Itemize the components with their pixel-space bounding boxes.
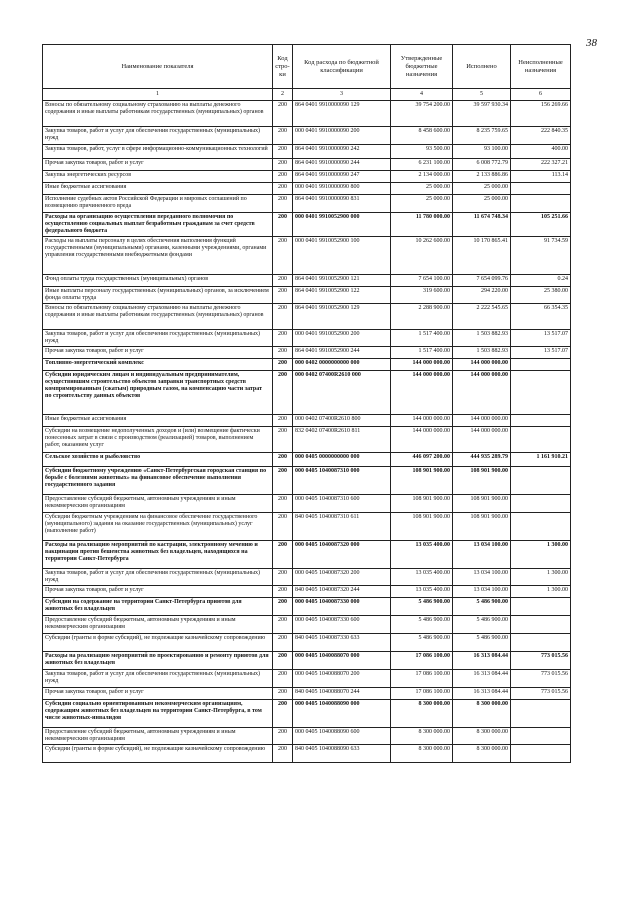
row-line-code: 200 (273, 287, 293, 304)
row-line-code: 200 (273, 159, 293, 171)
row-unexecuted-amount: 13 517.07 (511, 347, 571, 359)
row-approved-amount: 93 500.00 (391, 145, 453, 159)
row-name: Расходы на реализацию мероприятий по кастрации, электронному мечению и вакцинации против бешенства животных без владельцев, находящихся на территории Санкт-Петербурга (43, 541, 273, 569)
row-name: Субсидии на содержание на территории Санкт-Петербурга приютов для животных без владельцев (43, 598, 273, 616)
row-unexecuted-amount: 113.14 (511, 171, 571, 183)
table-row (43, 700, 571, 728)
row-approved-amount: 8 300 000.00 (391, 728, 453, 745)
row-name: Субсидии бюджетному учреждению «Санкт-Петербургская городская станция по борьбе с болезнями животных» на финансовое обеспечение выполнения государственного задания (43, 467, 273, 495)
budget-execution-table (42, 44, 571, 763)
row-unexecuted-amount: 773 015.56 (511, 652, 571, 670)
row-expense-code: 864 0401 9910052900 129 (293, 304, 391, 330)
row-unexecuted-amount (511, 371, 571, 415)
table-row (43, 195, 571, 213)
row-line-code: 200 (273, 330, 293, 347)
column-number: 4 (391, 89, 453, 101)
row-line-code: 200 (273, 495, 293, 513)
row-expense-code: 864 0401 9910052900 121 (293, 275, 391, 287)
page-number: 38 (586, 37, 597, 49)
row-expense-code: 864 0401 9910000090 129 (293, 101, 391, 127)
table-row (43, 688, 571, 700)
row-expense-code: 832 0402 07400R2610 811 (293, 427, 391, 453)
table-row (43, 598, 571, 616)
column-number: 2 (273, 89, 293, 101)
row-name: Расходы на реализацию мероприятий по проектированию и ремонту приютов для животных без владельцев (43, 652, 273, 670)
table-row (43, 330, 571, 347)
row-executed-amount: 13 034 100.00 (453, 586, 511, 598)
row-line-code: 200 (273, 359, 293, 371)
row-unexecuted-amount: 13 517.07 (511, 330, 571, 347)
row-expense-code: 000 0401 9910000090 200 (293, 127, 391, 145)
row-name: Предоставление субсидий бюджетным, автономным учреждениям и иным некоммерческим организациям (43, 616, 273, 634)
row-expense-code: 000 0405 1040088070 200 (293, 670, 391, 688)
row-line-code: 200 (273, 183, 293, 195)
column-number-row (43, 89, 571, 101)
row-name: Закупка энергетических ресурсов (43, 171, 273, 183)
row-unexecuted-amount: 156 269.66 (511, 101, 571, 127)
column-number: 5 (453, 89, 511, 101)
table-row (43, 745, 571, 763)
row-line-code: 200 (273, 171, 293, 183)
table-row (43, 427, 571, 453)
table-row (43, 513, 571, 541)
row-approved-amount: 108 901 900.00 (391, 495, 453, 513)
table-row (43, 652, 571, 670)
row-approved-amount: 39 754 200.00 (391, 101, 453, 127)
row-name: Субсидии юридическим лицам и индивидуальным предпринимателям, осуществившим строительство объектов заправки транспортных средств компримированным (сжатым) природным газом, на компенсацию части затрат по строительству данных объектов (43, 371, 273, 415)
row-line-code: 200 (273, 415, 293, 427)
row-expense-code: 000 0401 9910052900 200 (293, 330, 391, 347)
row-name: Расходы на выплаты персоналу в целях обеспечения выполнения функций государственными (муниципальными) органами, казенными учреждениями, органами управления государственными внебюджетными фондами (43, 237, 273, 275)
row-expense-code: 840 0405 1040087320 244 (293, 586, 391, 598)
header-name: Наименование показателя (43, 45, 273, 89)
row-expense-code: 000 0405 1040087320 200 (293, 569, 391, 586)
row-unexecuted-amount: 91 734.59 (511, 237, 571, 275)
row-approved-amount: 144 000 000.00 (391, 359, 453, 371)
row-approved-amount: 13 035 400.00 (391, 586, 453, 598)
table-row (43, 495, 571, 513)
row-line-code: 200 (273, 427, 293, 453)
row-line-code: 200 (273, 467, 293, 495)
row-name: Закупка товаров, работ, услуг в сфере информационно-коммуникационных технологий (43, 145, 273, 159)
row-line-code: 200 (273, 652, 293, 670)
row-name: Сельское хозяйство и рыболовство (43, 453, 273, 467)
row-executed-amount: 16 313 084.44 (453, 688, 511, 700)
row-unexecuted-amount: 1 300.00 (511, 586, 571, 598)
row-expense-code: 000 0402 0000000000 000 (293, 359, 391, 371)
row-expense-code: 000 0405 1040088070 000 (293, 652, 391, 670)
column-number: 6 (511, 89, 571, 101)
row-name: Фонд оплаты труда государственных (муниципальных) органов (43, 275, 273, 287)
row-unexecuted-amount (511, 427, 571, 453)
row-line-code: 200 (273, 586, 293, 598)
row-expense-code: 840 0405 1040088070 244 (293, 688, 391, 700)
row-name: Прочая закупка товаров, работ и услуг (43, 347, 273, 359)
header-approved: Утвержденные бюджетные назначения (391, 45, 453, 89)
row-unexecuted-amount (511, 415, 571, 427)
table-row (43, 467, 571, 495)
row-executed-amount: 144 000 000.00 (453, 415, 511, 427)
row-approved-amount: 25 000.00 (391, 195, 453, 213)
row-executed-amount: 2 222 545.65 (453, 304, 511, 330)
row-name: Предоставление субсидий бюджетным, автономным учреждениям и иным некоммерческим организациям (43, 728, 273, 745)
table-row (43, 569, 571, 586)
row-approved-amount: 446 097 200.00 (391, 453, 453, 467)
row-unexecuted-amount: 773 015.56 (511, 670, 571, 688)
row-executed-amount: 8 235 759.65 (453, 127, 511, 145)
row-expense-code: 840 0405 1040087330 633 (293, 634, 391, 652)
header-line-code: Код стро- ки (273, 45, 293, 89)
row-expense-code: 000 0405 0000000000 000 (293, 453, 391, 467)
row-executed-amount: 1 503 882.93 (453, 347, 511, 359)
row-unexecuted-amount: 66 354.35 (511, 304, 571, 330)
row-name: Взносы по обязательному социальному страхованию на выплаты денежного содержания и иные выплаты работникам государственных (муниципальных) органов (43, 304, 273, 330)
row-approved-amount: 10 262 600.00 (391, 237, 453, 275)
row-approved-amount: 7 654 100.00 (391, 275, 453, 287)
row-approved-amount: 108 901 900.00 (391, 467, 453, 495)
row-name: Закупка товаров, работ и услуг для обеспечения государственных (муниципальных) нужд (43, 670, 273, 688)
row-executed-amount: 13 034 100.00 (453, 541, 511, 569)
row-executed-amount: 8 300 000.00 (453, 745, 511, 763)
row-name: Субсидии бюджетным учреждениям на финансовое обеспечение государственного (муниципального) задания на оказание государственных (муниципальных) услуг (выполнение работ) (43, 513, 273, 541)
row-expense-code: 840 0405 1040087310 611 (293, 513, 391, 541)
table-row (43, 159, 571, 171)
row-executed-amount: 10 170 865.41 (453, 237, 511, 275)
row-name: Субсидии (гранты в форме субсидий), не подлежащие казначейскому сопровождению (43, 634, 273, 652)
row-line-code: 200 (273, 513, 293, 541)
row-expense-code: 000 0405 1040087330 000 (293, 598, 391, 616)
row-approved-amount: 5 486 900.00 (391, 598, 453, 616)
row-executed-amount: 16 313 084.44 (453, 670, 511, 688)
table-row (43, 586, 571, 598)
row-line-code: 200 (273, 688, 293, 700)
row-name: Расходы на организацию осуществления переданного полномочия по осуществлению социальных выплат безработным гражданам за счет средств федерального бюджета (43, 213, 273, 237)
row-executed-amount: 444 935 289.79 (453, 453, 511, 467)
row-executed-amount: 144 000 000.00 (453, 371, 511, 415)
row-executed-amount: 11 674 748.34 (453, 213, 511, 237)
row-unexecuted-amount (511, 195, 571, 213)
row-unexecuted-amount (511, 634, 571, 652)
row-approved-amount: 2 288 900.00 (391, 304, 453, 330)
row-executed-amount: 8 300 000.00 (453, 728, 511, 745)
row-unexecuted-amount (511, 495, 571, 513)
row-approved-amount: 144 000 000.00 (391, 415, 453, 427)
row-expense-code: 000 0405 1040088090 600 (293, 728, 391, 745)
row-approved-amount: 8 300 000.00 (391, 700, 453, 728)
table-row (43, 453, 571, 467)
row-line-code: 200 (273, 275, 293, 287)
row-expense-code: 000 0405 1040088090 000 (293, 700, 391, 728)
row-expense-code: 000 0405 1040087330 600 (293, 616, 391, 634)
row-executed-amount: 93 100.00 (453, 145, 511, 159)
row-line-code: 200 (273, 745, 293, 763)
row-name: Закупка товаров, работ и услуг для обеспечения государственных (муниципальных) нужд (43, 330, 273, 347)
row-expense-code: 000 0401 9910000090 800 (293, 183, 391, 195)
row-unexecuted-amount: 400.00 (511, 145, 571, 159)
row-unexecuted-amount (511, 616, 571, 634)
table-row (43, 145, 571, 159)
row-expense-code: 000 0402 07400R2610 800 (293, 415, 391, 427)
row-name: Исполнение судебных актов Российской Федерации и мировых соглашений по возмещению причиненного вреда (43, 195, 273, 213)
row-unexecuted-amount: 222 840.35 (511, 127, 571, 145)
row-line-code: 200 (273, 616, 293, 634)
row-approved-amount: 108 901 900.00 (391, 513, 453, 541)
row-executed-amount: 294 220.00 (453, 287, 511, 304)
row-unexecuted-amount: 222 327.21 (511, 159, 571, 171)
row-line-code: 200 (273, 728, 293, 745)
row-line-code: 200 (273, 453, 293, 467)
table-row (43, 287, 571, 304)
row-line-code: 200 (273, 670, 293, 688)
row-executed-amount: 7 654 099.76 (453, 275, 511, 287)
row-approved-amount: 6 231 100.00 (391, 159, 453, 171)
row-executed-amount: 5 486 900.00 (453, 616, 511, 634)
row-executed-amount: 25 000.00 (453, 183, 511, 195)
row-name: Закупка товаров, работ и услуг для обеспечения государственных (муниципальных) нужд (43, 569, 273, 586)
column-number: 1 (43, 89, 273, 101)
row-unexecuted-amount: 773 015.56 (511, 688, 571, 700)
row-expense-code: 000 0405 1040087310 600 (293, 495, 391, 513)
row-executed-amount: 13 034 100.00 (453, 569, 511, 586)
row-expense-code: 000 0405 1040087310 000 (293, 467, 391, 495)
row-expense-code: 864 0401 9910000090 831 (293, 195, 391, 213)
row-unexecuted-amount: 1 300.00 (511, 569, 571, 586)
row-unexecuted-amount (511, 513, 571, 541)
table-row (43, 415, 571, 427)
table-row (43, 171, 571, 183)
row-line-code: 200 (273, 371, 293, 415)
row-name: Иные бюджетные ассигнования (43, 415, 273, 427)
row-line-code: 200 (273, 634, 293, 652)
row-unexecuted-amount (511, 598, 571, 616)
row-line-code: 200 (273, 127, 293, 145)
header-unexecuted: Неисполненные назначения (511, 45, 571, 89)
row-executed-amount: 25 000.00 (453, 195, 511, 213)
table-row (43, 347, 571, 359)
table-row (43, 670, 571, 688)
row-line-code: 200 (273, 569, 293, 586)
row-expense-code: 864 0401 9910000090 247 (293, 171, 391, 183)
row-approved-amount: 17 086 100.00 (391, 670, 453, 688)
row-executed-amount: 16 313 084.44 (453, 652, 511, 670)
row-unexecuted-amount (511, 728, 571, 745)
row-expense-code: 864 0401 9910000090 244 (293, 159, 391, 171)
row-line-code: 200 (273, 541, 293, 569)
row-executed-amount: 1 503 882.93 (453, 330, 511, 347)
row-line-code: 200 (273, 598, 293, 616)
row-executed-amount: 108 901 900.00 (453, 513, 511, 541)
row-unexecuted-amount (511, 359, 571, 371)
column-number: 3 (293, 89, 391, 101)
row-executed-amount: 144 000 000.00 (453, 427, 511, 453)
row-expense-code: 000 0402 07400R2610 000 (293, 371, 391, 415)
row-executed-amount: 5 486 900.00 (453, 598, 511, 616)
row-executed-amount: 108 901 900.00 (453, 495, 511, 513)
row-line-code: 200 (273, 145, 293, 159)
header-executed: Исполнено (453, 45, 511, 89)
row-unexecuted-amount: 1 300.00 (511, 541, 571, 569)
row-approved-amount: 25 000.00 (391, 183, 453, 195)
row-line-code: 200 (273, 347, 293, 359)
row-name: Иные выплаты персоналу государственных (муниципальных) органов, за исключением фонда оплаты труда (43, 287, 273, 304)
row-name: Предоставление субсидий бюджетным, автономным учреждениям и иным некоммерческим организациям (43, 495, 273, 513)
table-header-row (43, 45, 571, 89)
row-expense-code: 864 0401 9910000090 242 (293, 145, 391, 159)
table-body (43, 101, 571, 763)
table-row (43, 541, 571, 569)
table-row (43, 616, 571, 634)
row-line-code: 200 (273, 237, 293, 275)
row-approved-amount: 5 486 900.00 (391, 616, 453, 634)
row-approved-amount: 11 780 000.00 (391, 213, 453, 237)
row-executed-amount: 8 300 000.00 (453, 700, 511, 728)
row-unexecuted-amount: 0.24 (511, 275, 571, 287)
row-approved-amount: 8 458 600.00 (391, 127, 453, 145)
table-row (43, 359, 571, 371)
row-approved-amount: 1 517 400.00 (391, 347, 453, 359)
row-name: Прочая закупка товаров, работ и услуг (43, 159, 273, 171)
row-expense-code: 000 0401 9910052900 100 (293, 237, 391, 275)
row-approved-amount: 144 000 000.00 (391, 371, 453, 415)
row-name: Взносы по обязательному социальному страхованию на выплаты денежного содержания и иные выплаты работникам государственных (муниципальных) органов (43, 101, 273, 127)
row-unexecuted-amount: 1 161 910.21 (511, 453, 571, 467)
row-expense-code: 864 0401 9910052900 122 (293, 287, 391, 304)
table-row (43, 101, 571, 127)
row-unexecuted-amount (511, 700, 571, 728)
row-name: Прочая закупка товаров, работ и услуг (43, 586, 273, 598)
row-line-code: 200 (273, 195, 293, 213)
header-expense-code: Код расхода по бюджетной классификации (293, 45, 391, 89)
table-row (43, 371, 571, 415)
row-line-code: 200 (273, 101, 293, 127)
row-line-code: 200 (273, 700, 293, 728)
row-unexecuted-amount: 25 380.00 (511, 287, 571, 304)
row-executed-amount: 108 901 900.00 (453, 467, 511, 495)
row-executed-amount: 6 008 772.79 (453, 159, 511, 171)
row-executed-amount: 2 133 886.86 (453, 171, 511, 183)
table-row (43, 237, 571, 275)
row-approved-amount: 17 086 100.00 (391, 652, 453, 670)
row-approved-amount: 17 086 100.00 (391, 688, 453, 700)
row-executed-amount: 144 000 000.00 (453, 359, 511, 371)
row-unexecuted-amount (511, 467, 571, 495)
row-line-code: 200 (273, 304, 293, 330)
row-expense-code: 000 0401 9910052900 000 (293, 213, 391, 237)
table-row (43, 304, 571, 330)
row-approved-amount: 1 517 400.00 (391, 330, 453, 347)
table-row (43, 275, 571, 287)
row-name: Закупка товаров, работ и услуг для обеспечения государственных (муниципальных) нужд (43, 127, 273, 145)
table-row (43, 728, 571, 745)
row-name: Прочая закупка товаров, работ и услуг (43, 688, 273, 700)
row-approved-amount: 144 000 000.00 (391, 427, 453, 453)
row-line-code: 200 (273, 213, 293, 237)
row-approved-amount: 13 035 400.00 (391, 569, 453, 586)
table-row (43, 213, 571, 237)
row-executed-amount: 5 486 900.00 (453, 634, 511, 652)
row-approved-amount: 5 486 900.00 (391, 634, 453, 652)
row-approved-amount: 2 134 000.00 (391, 171, 453, 183)
row-name: Субсидии (гранты в форме субсидий), не подлежащие казначейскому сопровождению (43, 745, 273, 763)
row-expense-code: 000 0405 1040087320 000 (293, 541, 391, 569)
row-unexecuted-amount (511, 183, 571, 195)
row-unexecuted-amount: 105 251.66 (511, 213, 571, 237)
row-approved-amount: 13 035 400.00 (391, 541, 453, 569)
row-approved-amount: 319 600.00 (391, 287, 453, 304)
table-row (43, 127, 571, 145)
row-approved-amount: 8 300 000.00 (391, 745, 453, 763)
row-name: Субсидии социально ориентированным некоммерческим организациям, содержащим животных без владельцев на территории Санкт-Петербурга, в том числе животных-инвалидов (43, 700, 273, 728)
row-expense-code: 840 0405 1040088090 633 (293, 745, 391, 763)
row-unexecuted-amount (511, 745, 571, 763)
row-executed-amount: 39 597 930.34 (453, 101, 511, 127)
row-name: Субсидии на возмещение недополученных доходов и (или) возмещение фактически понесенных затрат в связи с производством (реализацией) товаров, выполнением работ, оказанием услуг (43, 427, 273, 453)
table-row (43, 183, 571, 195)
row-expense-code: 864 0401 9910052900 244 (293, 347, 391, 359)
row-name: Топливно-энергетический комплекс (43, 359, 273, 371)
table-row (43, 634, 571, 652)
row-name: Иные бюджетные ассигнования (43, 183, 273, 195)
